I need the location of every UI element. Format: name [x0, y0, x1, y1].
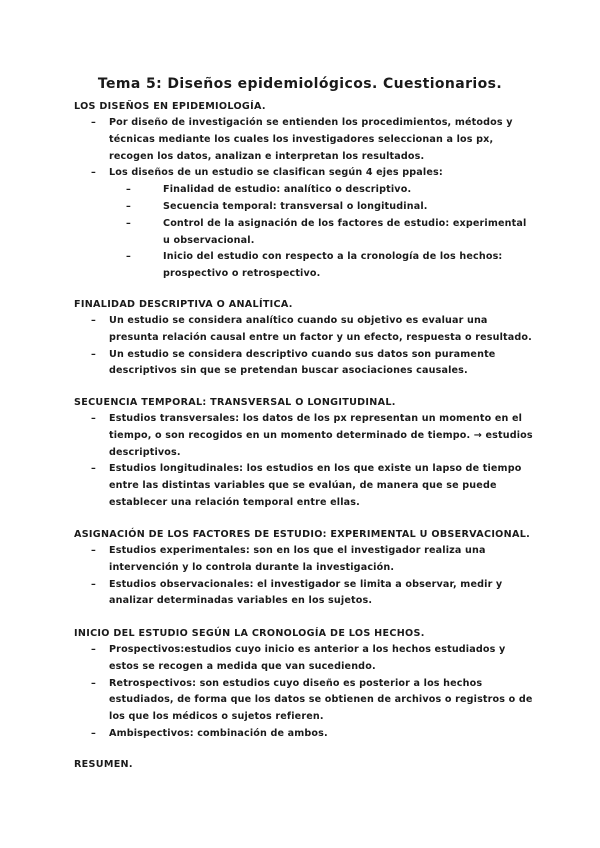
bullet-list: [74, 411, 534, 512]
sub-list-item: – Finalidad de estudio: analítico o descriptivo.: [109, 182, 534, 199]
sub-list-item: – Secuencia temporal: transversal o longitudinal.: [109, 199, 534, 216]
bullet-list: [74, 313, 534, 380]
list-item: – Ambispectivos: combinación de ambos.: [74, 726, 534, 743]
sub-bullet-list: [109, 182, 534, 283]
list-item: – Por diseño de investigación se entienden los procedimientos, métodos y técnicas mediante los cuales los investigadores seleccionan a los px, recogen los datos, analizan e interpretan los resultados.: [74, 115, 534, 165]
section-asignacion: [74, 529, 534, 610]
list-item: – Estudios transversales: los datos de los px representan un momento en el tiempo, o son recogidos en un momento determinado de tiempo. → estudios descriptivos.: [74, 411, 534, 461]
bullet-list: [74, 543, 534, 610]
list-item: [74, 165, 534, 283]
list-item: – Un estudio se considera descriptivo cuando sus datos son puramente descriptivos sin que se pretendan buscar asociaciones causales.: [74, 347, 534, 381]
section-inicio: [74, 628, 534, 743]
sub-list-item: – Control de la asignación de los factores de estudio: experimental u observacional.: [109, 216, 534, 250]
section-heading: SECUENCIA TEMPORAL: TRANSVERSAL O LONGITUDINAL.: [74, 397, 396, 408]
section-heading: RESUMEN.: [74, 759, 133, 770]
list-item: – Estudios observacionales: el investigador se limita a observar, medir y analizar determinadas variables en los sujetos.: [74, 577, 534, 611]
page-title: Tema 5: Diseños epidemiológicos. Cuestionarios.: [97, 76, 503, 92]
section-heading: FINALIDAD DESCRIPTIVA O ANALÍTICA.: [74, 299, 293, 310]
bullet-list: [74, 642, 534, 743]
list-item: – Retrospectivos: son estudios cuyo diseño es posterior a los hechos estudiados, de forma que los datos se obtienen de archivos o registros o de los que los médicos o sujetos refieren.: [74, 676, 534, 726]
list-item: – Estudios longitudinales: los estudios en los que existe un lapso de tiempo entre las distintas variables que se evalúan, de manera que se puede establecer una relación temporal entre ellas.: [74, 461, 534, 511]
section-heading: INICIO DEL ESTUDIO SEGÚN LA CRONOLOGÍA DE LOS HECHOS.: [74, 628, 425, 639]
section-heading: LOS DISEÑOS EN EPIDEMIOLOGÍA.: [74, 101, 266, 112]
section-heading: ASIGNACIÓN DE LOS FACTORES DE ESTUDIO: EXPERIMENTAL U OBSERVACIONAL.: [74, 529, 531, 540]
section-disenos: [74, 101, 534, 283]
section-resumen: [74, 759, 534, 771]
bullet-list: [74, 115, 534, 283]
list-item: – Un estudio se considera analítico cuando su objetivo es evaluar una presunta relación causal entre un factor y un efecto, respuesta o resultado.: [74, 313, 534, 347]
list-item: – Prospectivos:estudios cuyo inicio es anterior a los hechos estudiados y estos se recogen a medida que van sucediendo.: [74, 642, 534, 676]
sub-list-item: – Inicio del estudio con respecto a la cronología de los hechos: prospectivo o retrospectivo.: [109, 249, 534, 283]
section-secuencia: [74, 397, 534, 512]
list-item: – Estudios experimentales: son en los que el investigador realiza una intervención y lo controla durante la investigación.: [74, 543, 534, 577]
list-item-text: Los diseños de un estudio se clasifican según 4 ejes ppales:: [109, 167, 443, 179]
section-finalidad: [74, 299, 534, 380]
